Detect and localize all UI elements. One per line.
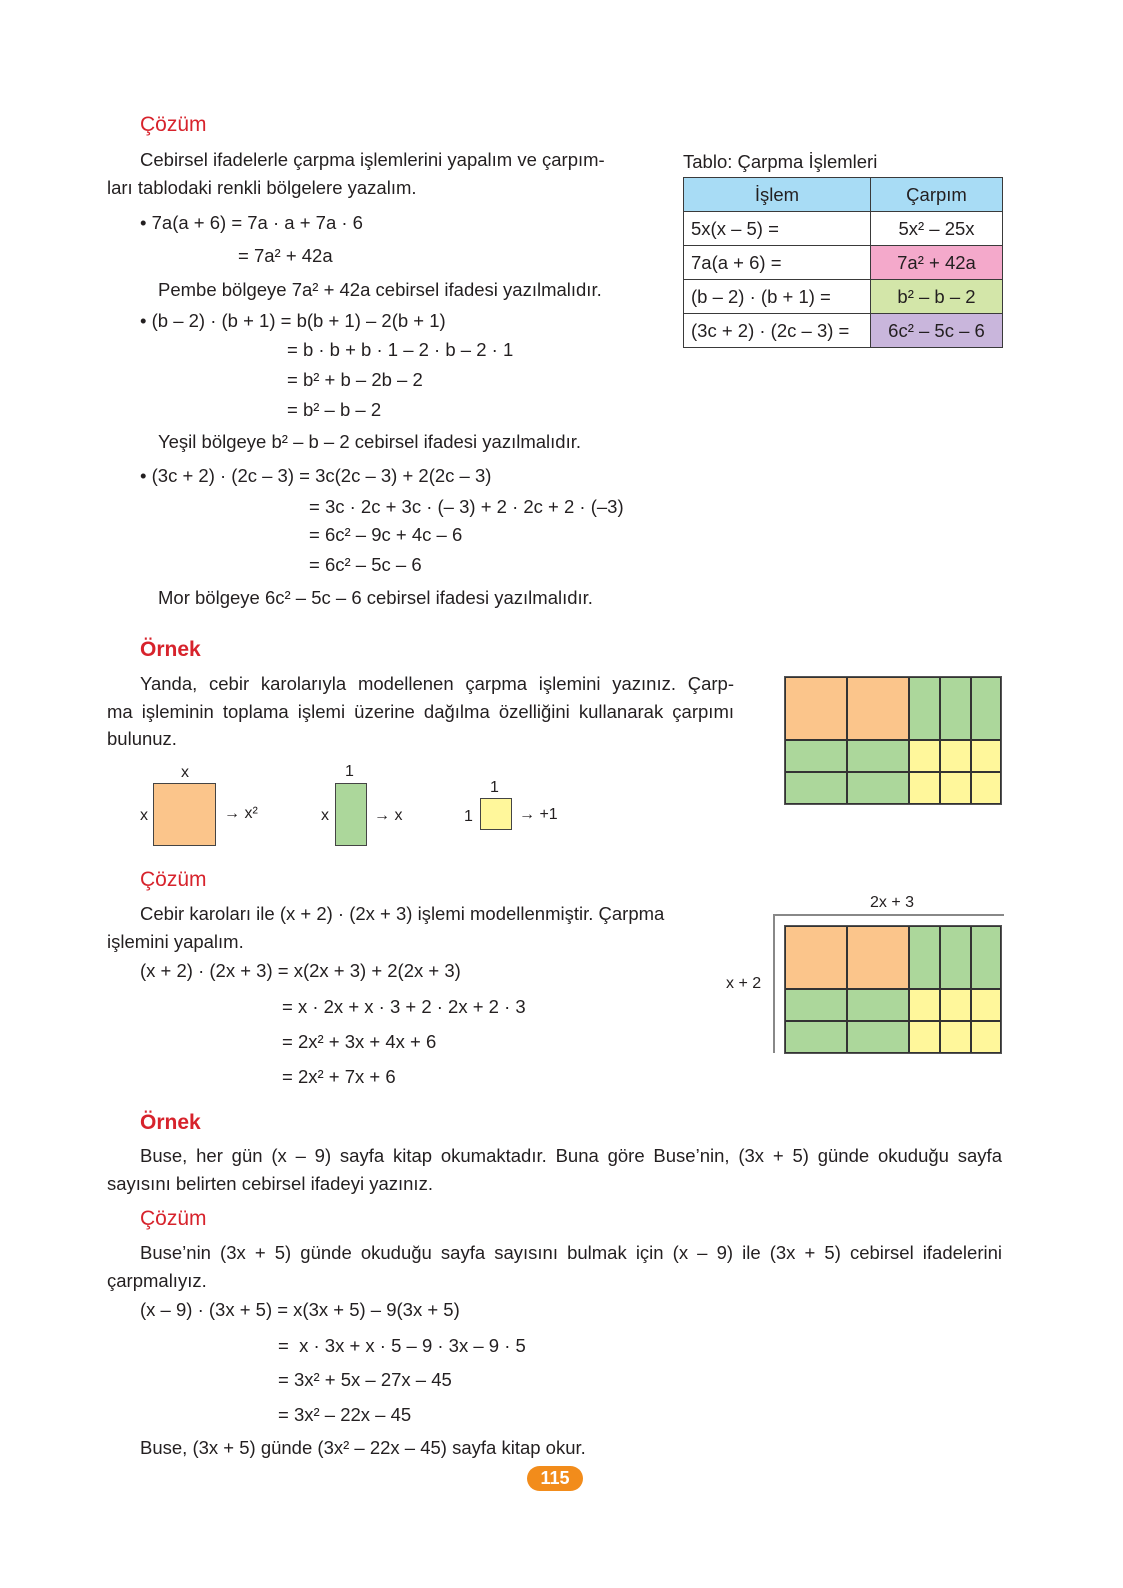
- text-line: Yeşil bölgeye b² – b – 2 cebirsel ifadesi yazılmalıdır.: [158, 431, 581, 452]
- x-tile: [909, 926, 940, 989]
- text-line: Cebir karoları ile (x + 2) · (2x + 3) işlemi modellenmiştir. Çarpma: [140, 903, 665, 924]
- equation-line: = x · 3x + x · 5 – 9 · 3x – 9 · 5: [278, 1335, 526, 1356]
- x-tile: [940, 677, 971, 740]
- text-line: Buse’nin (3x + 5) günde okuduğu sayfa sayısını bulmak için (x – 9) ile (3x + 5) cebirsel ifadelerini: [140, 1242, 1002, 1263]
- unit-tile: [909, 989, 940, 1021]
- height-label: x + 2: [726, 975, 762, 992]
- example-heading: Örnek: [140, 1111, 201, 1134]
- equation-line: = 2x² + 7x + 6: [282, 1066, 396, 1087]
- algebra-tile-model: [784, 676, 1002, 805]
- unit-tile: [940, 772, 971, 804]
- x-tile: [940, 926, 971, 989]
- text-line: Mor bölgeye 6c² – 5c – 6 cebirsel ifadesi yazılmalıdır.: [158, 587, 593, 608]
- text-line: Cebirsel ifadelerle çarpma işlemlerini yapalım ve çarpım-: [140, 149, 605, 170]
- table-row: [684, 246, 1003, 280]
- equation-line: = 6c² – 9c + 4c – 6: [309, 524, 463, 545]
- text-line: çarpmalıyız.: [107, 1270, 207, 1291]
- x-tile: [335, 783, 367, 846]
- equation-line: • 7a(a + 6) = 7a · a + 7a · 6: [140, 212, 363, 233]
- result-cell: 5x² – 25x: [871, 212, 1003, 246]
- text-line: Pembe bölgeye 7a² + 42a cebirsel ifadesi yazılmalıdır.: [158, 279, 602, 300]
- unit-tile: [971, 1021, 1001, 1053]
- text-line: bulunuz.: [107, 728, 177, 749]
- x-tile: [847, 740, 909, 772]
- text-line: ma işleminin toplama işlemi üzerine dağılma özelliğini kullanarak çarpımı: [107, 701, 734, 722]
- x-tile: [847, 772, 909, 804]
- x-tile: [971, 677, 1001, 740]
- solution-heading: Çözüm: [140, 1207, 207, 1230]
- tile-value-label: → x²: [224, 805, 258, 822]
- text-line: ları tablodaki renkli bölgelere yazalım.: [107, 177, 417, 198]
- equation-line: = b² – b – 2: [287, 399, 382, 420]
- unit-tile: [971, 989, 1001, 1021]
- text-line: Yanda, cebir karolarıyla modellenen çarpma işlemini yazınız. Çarp-: [140, 673, 734, 694]
- result-cell-purple: 6c² – 5c – 6: [871, 314, 1003, 348]
- x-tile: [847, 989, 909, 1021]
- operation-cell: (b – 2) · (b + 1) =: [684, 280, 871, 314]
- tile-value-label: → x: [374, 807, 403, 824]
- unit-tile: [909, 772, 940, 804]
- table-row: [684, 280, 1003, 314]
- x-tile: [785, 989, 847, 1021]
- unit-tile: [940, 1021, 971, 1053]
- text-line: Buse, (3x + 5) günde (3x² – 22x – 45) sayfa kitap okur.: [140, 1437, 586, 1458]
- x-squared-tile: [847, 677, 909, 740]
- solution-heading: Çözüm: [140, 868, 207, 891]
- equation-line: (x – 9) · (3x + 5) = x(3x + 5) – 9(3x + 5): [140, 1299, 460, 1320]
- equation-line: = 3c · 2c + 3c · (– 3) + 2 · 2c + 2 · (–3): [309, 496, 624, 517]
- x-tile: [785, 772, 847, 804]
- x-tile: [909, 677, 940, 740]
- equation-line: = 6c² – 5c – 6: [309, 554, 422, 575]
- example-heading: Örnek: [140, 638, 201, 661]
- table-caption: Tablo: Çarpma İşlemleri: [683, 151, 878, 172]
- unit-tile: [940, 989, 971, 1021]
- x-tile: [785, 1021, 847, 1053]
- x-tile: [847, 1021, 909, 1053]
- operation-cell: 5x(x – 5) =: [684, 212, 871, 246]
- tile-dimension-label: 1: [345, 763, 354, 780]
- result-cell-green: b² – b – 2: [871, 280, 1003, 314]
- x-squared-tile: [785, 677, 847, 740]
- column-header: İşlem: [684, 178, 871, 212]
- equation-line: = 2x² + 3x + 4x + 6: [282, 1031, 437, 1052]
- equation-line: = x · 2x + x · 3 + 2 · 2x + 2 · 3: [282, 996, 526, 1017]
- tile-dimension-label: 1: [490, 779, 499, 796]
- equation-line: = 7a² + 42a: [238, 245, 333, 266]
- x-squared-tile: [785, 926, 847, 989]
- operation-cell: 7a(a + 6) =: [684, 246, 871, 280]
- equation-line: = 3x² + 5x – 27x – 45: [278, 1369, 452, 1390]
- unit-tile: [971, 740, 1001, 772]
- page-number: 115: [527, 1466, 583, 1491]
- equation-line: (x + 2) · (2x + 3) = x(2x + 3) + 2(2x + 3): [140, 960, 461, 981]
- column-header: Çarpım: [871, 178, 1003, 212]
- operation-cell: (3c + 2) · (2c – 3) =: [684, 314, 871, 348]
- table-row: [684, 212, 1003, 246]
- equation-line: = b · b + b · 1 – 2 · b – 2 · 1: [287, 339, 514, 360]
- table-row: [684, 314, 1003, 348]
- x-squared-tile: [847, 926, 909, 989]
- text-line: sayısını belirten cebirsel ifadeyi yazınız.: [107, 1173, 433, 1194]
- tile-value-label: → +1: [519, 806, 558, 823]
- tile-dimension-label: 1: [464, 808, 473, 825]
- text-line: Buse, her gün (x – 9) sayfa kitap okumaktadır. Buna göre Buse’nin, (3x + 5) günde okuduğu sayfa: [140, 1145, 1002, 1166]
- unit-tile: [940, 740, 971, 772]
- tile-dimension-label: x: [140, 807, 148, 824]
- multiplication-table: [683, 177, 1003, 348]
- tile-dimension-label: x: [181, 764, 189, 781]
- equation-line: • (b – 2) · (b + 1) = b(b + 1) – 2(b + 1): [140, 310, 446, 331]
- unit-tile: [480, 798, 512, 830]
- width-label: 2x + 3: [870, 894, 915, 911]
- x-tile: [971, 926, 1001, 989]
- solution-heading: Çözüm: [140, 113, 207, 136]
- x-tile: [785, 740, 847, 772]
- algebra-tile-model: [784, 925, 1002, 1054]
- result-cell-pink: 7a² + 42a: [871, 246, 1003, 280]
- equation-line: = b² + b – 2b – 2: [287, 369, 423, 390]
- equation-line: = 3x² – 22x – 45: [278, 1404, 412, 1425]
- unit-tile: [909, 1021, 940, 1053]
- unit-tile: [971, 772, 1001, 804]
- table-header-row: [684, 178, 1003, 212]
- equation-line: • (3c + 2) · (2c – 3) = 3c(2c – 3) + 2(2c – 3): [140, 465, 492, 486]
- unit-tile: [909, 740, 940, 772]
- text-line: işlemini yapalım.: [107, 931, 244, 952]
- x-squared-tile: [153, 783, 216, 846]
- tile-dimension-label: x: [321, 807, 329, 824]
